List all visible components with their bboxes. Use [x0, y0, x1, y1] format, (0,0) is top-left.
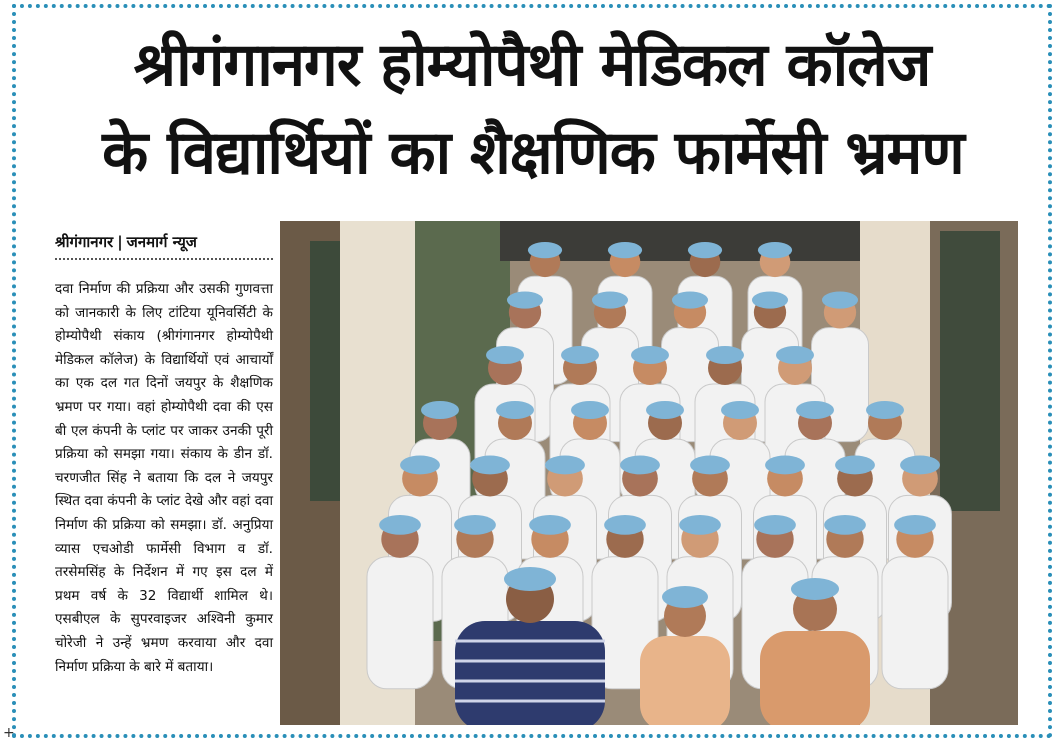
- group-photo: [280, 221, 1018, 725]
- crop-mark: +: [3, 725, 15, 741]
- headline-line-1: श्रीगंगानगर होम्योपैथी मेडिकल कॉलेज: [133, 30, 931, 100]
- article-body: दवा निर्माण की प्रक्रिया और उसकी गुणवत्ता को जानकारी के लिए टांटिया यूनिवर्सिटी के होम्योपैथी संकाय (श्रीगंगानगर होम्योपैथी मेडिकल कॉलेज) के विद्यार्थियों एवं आचार्यों का एक दल गत दिनों जयपुर के शैक्षणिक भ्रमण पर गया। वहां होम्योपैथी दवा की एस बी एल कंपनी के प्लांट पर जाकर उनकी पूरी प्रक्रिया को समझा गया। संकाय के डीन डॉ. चरणजीत सिंह ने बताया कि दल ने जयपुर स्थित दवा कंपनी के प्लांट देखे और वहां दवा निर्माण की प्रक्रिया को समझा। डॉ. अनुप्रिया व्यास एचओडी फार्मेसी विभाग व डॉ. तरसेमसिंह के निर्देशन में गए इस दल में प्रथम वर्ष के 32 विद्यार्थी शामिल थे। एसबीएल के सुपरवाइजर अश्विनी कुमार चोरेजी ने उन्हें भ्रमण करवाया और दवा निर्माण प्रक्रिया के बारे में बताया।: [55, 281, 273, 675]
- byline-source: जनमार्ग न्यूज: [126, 233, 197, 251]
- group-photo-illustration: [280, 221, 1018, 725]
- byline: [55, 232, 273, 260]
- byline-separator: |: [117, 233, 123, 251]
- byline-place: श्रीगंगानगर: [55, 233, 114, 251]
- headline-line-2: के विद्यार्थियों का शैक्षणिक फार्मेसी भ्रमण: [102, 118, 964, 188]
